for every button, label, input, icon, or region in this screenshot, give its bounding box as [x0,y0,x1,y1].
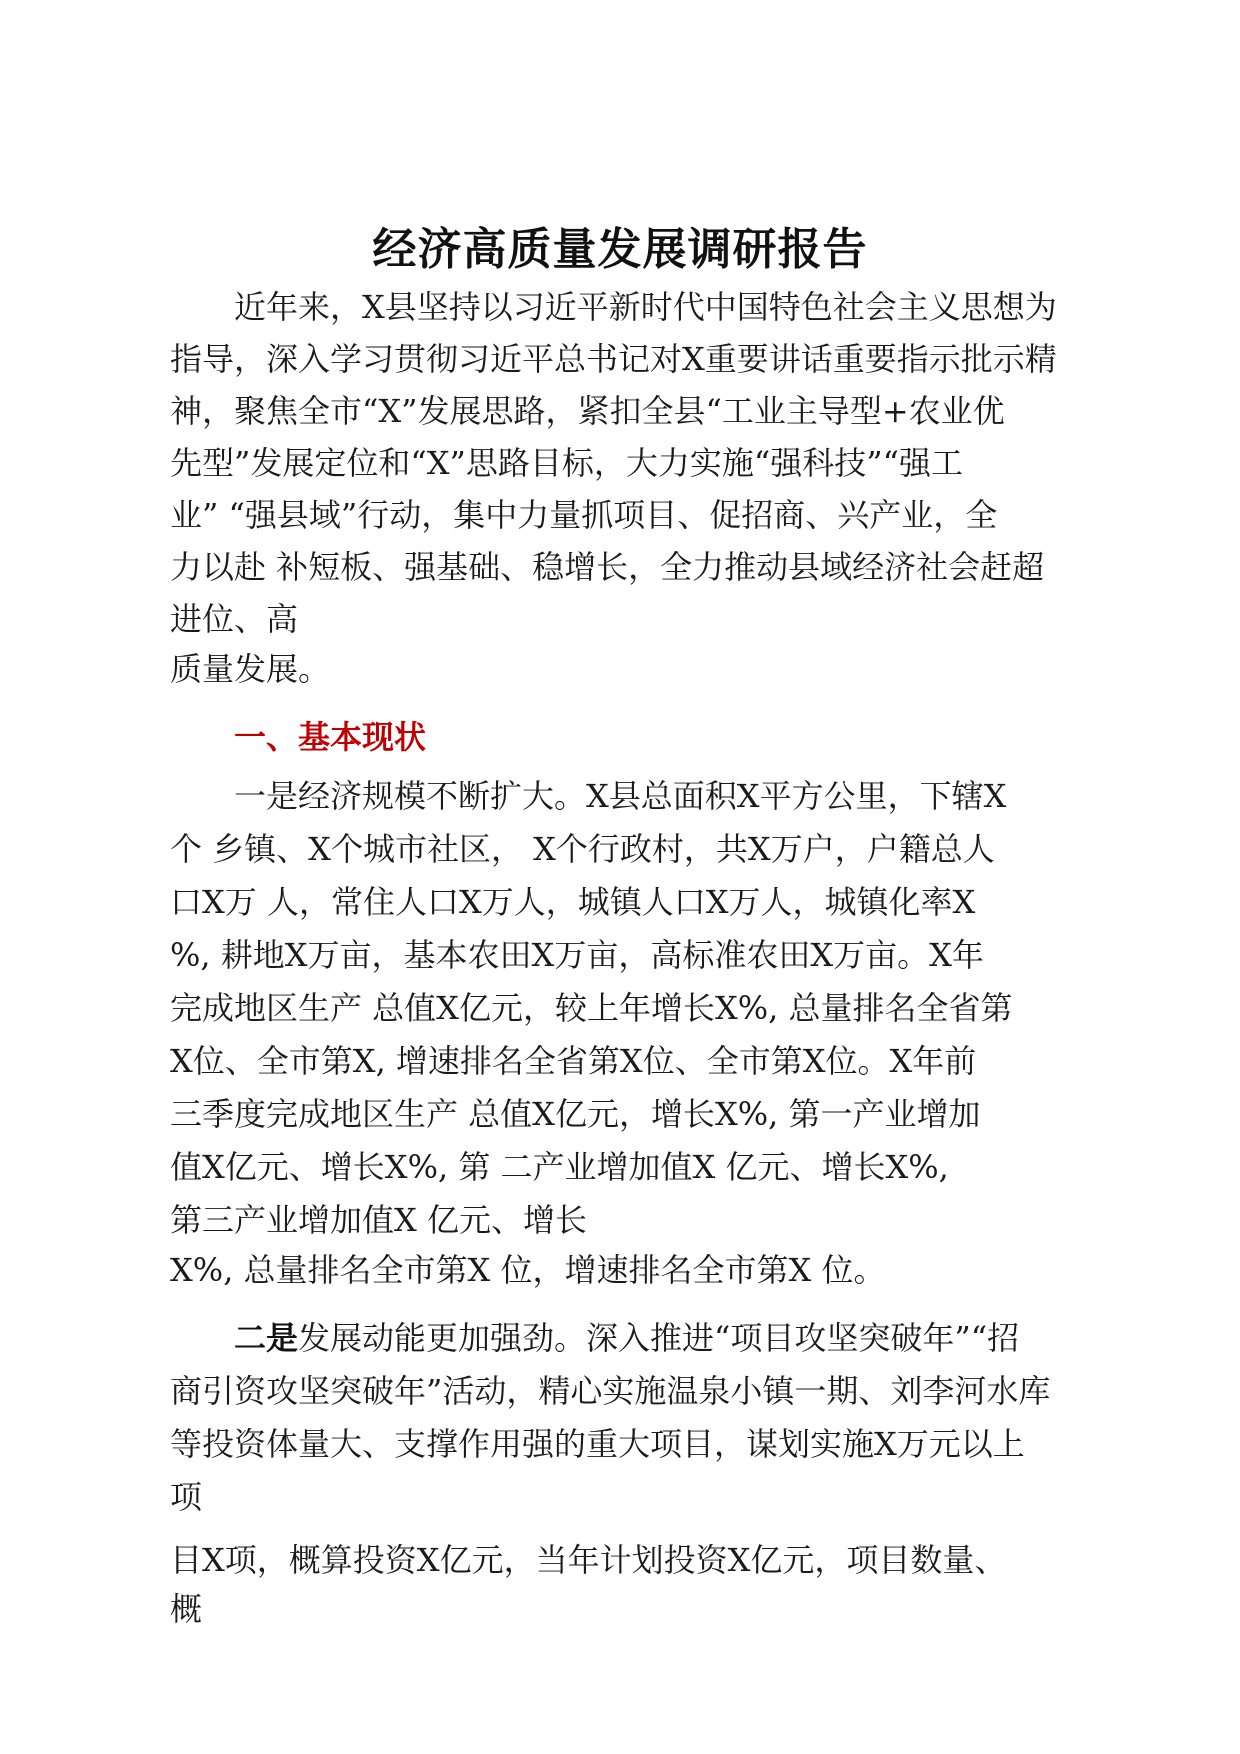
para2-line-1 [234,1316,1154,1360]
para2-lead: 二是 [234,1319,299,1357]
para2-line-6: 概 [170,1590,203,1628]
intro-line-5: 业” “强县域”行动，集中力量抓项目、促招商、兴产业，全 [170,496,998,534]
intro-line-1: 近年来，X县坚持以习近平新时代中国特色社会主义思想为 [234,288,1057,326]
para1-line-5: 完成地区生产 总值X亿元，较上年增长X%, 总量排名全省第 [170,989,1013,1027]
intro-line-4: 先型”发展定位和“X”思路目标，大力实施“强科技”“强工 [170,444,963,482]
para1-line-10: X%, 总量排名全市第X 位，增速排名全市第X 位。 [170,1251,886,1289]
intro-line-6: 力以赴 补短板、强基础、稳增长，全力推动县域经济社会赶超 [170,548,1045,586]
para1-line-1: 一是经济规模不断扩大。X县总面积X平方公里，下辖X [234,777,1007,815]
para1-line-6: X位、全市第X, 增速排名全省第X位、全市第X位。X年前 [170,1042,977,1080]
intro-line-2: 指导，深入学习贯彻习近平总书记对X重要讲话重要指示批示精 [170,340,1057,378]
para2-line-4: 项 [170,1478,203,1516]
intro-line-8: 质量发展。 [170,650,331,688]
para1-line-8: 值X亿元、增长X%, 第 二产业增加值X 亿元、增长X%, [170,1148,949,1186]
intro-line-7: 进位、高 [170,600,299,638]
para1-line-7: 三季度完成地区生产 总值X亿元，增长X%, 第一产业增加 [170,1095,981,1133]
para2-line-1-text: 发展动能更加强劲。深入推进“项目攻坚突破年”“招 [298,1319,1020,1357]
para1-line-3: 口X万 人，常住人口X万人，城镇人口X万人，城镇化率X [170,883,976,921]
intro-line-3: 神，聚焦全市“X”发展思路，紧扣全县“工业主导型+农业优 [170,392,1005,430]
para2-line-5: 目X项，概算投资X亿元，当年计划投资X亿元，项目数量、 [170,1541,1007,1579]
para2-line-2: 商引资攻坚突破年”活动，精心实施温泉小镇一期、刘李河水库 [170,1372,1051,1410]
section-heading-basic-status: 一、基本现状 [234,718,427,756]
para2-line-3: 等投资体量大、支撑作用强的重大项目，谋划实施X万元以上 [170,1425,1025,1463]
para1-line-9: 第三产业增加值X 亿元、增长 [170,1201,587,1239]
para1-line-4: %, 耕地X万亩，基本农田X万亩，高标准农田X万亩。X年 [170,936,984,974]
document-title: 经济高质量发展调研报告 [372,224,868,275]
para1-line-2: 个 乡镇、X个城市社区， X个行政村，共X万户，户籍总人 [170,830,995,868]
